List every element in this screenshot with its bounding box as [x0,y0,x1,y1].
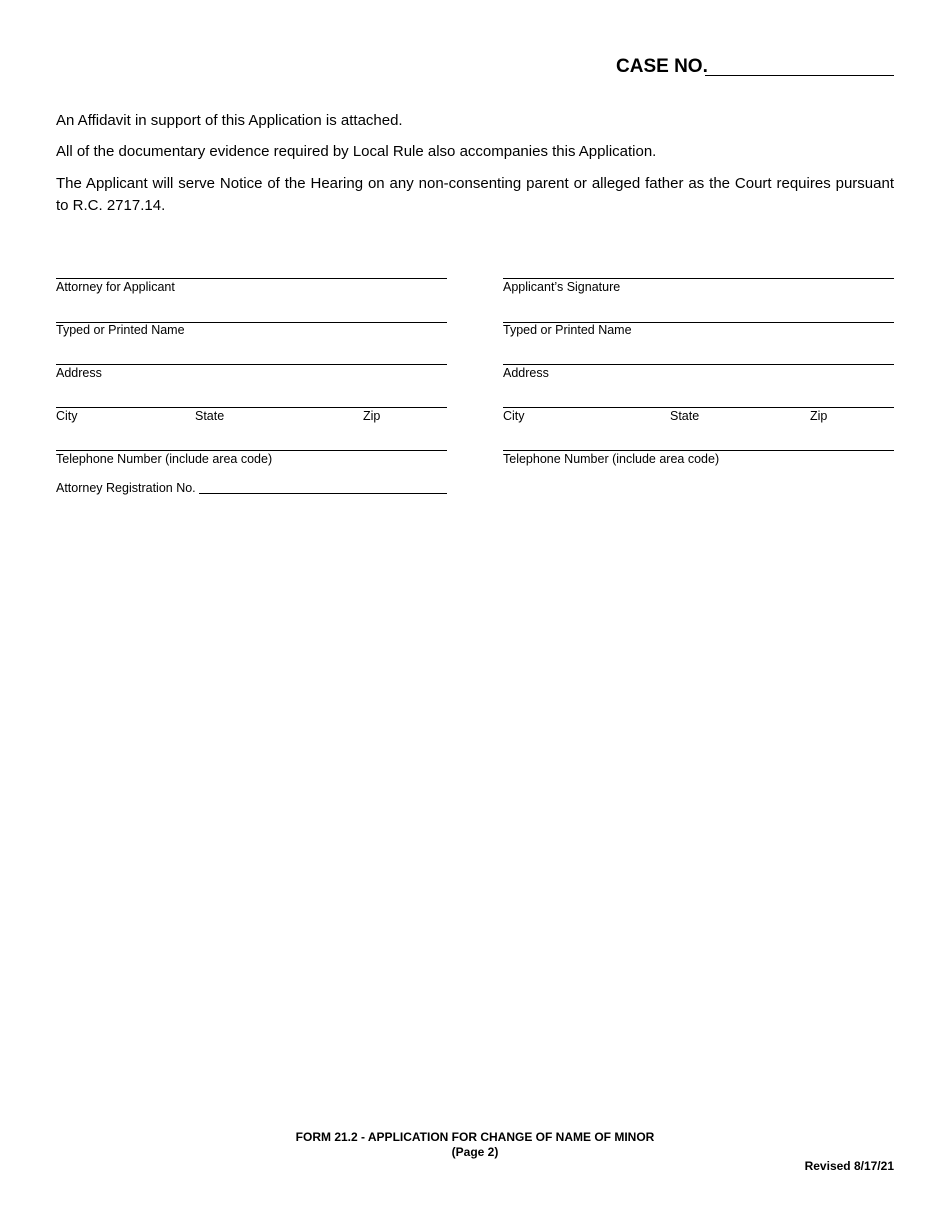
attorney-for-applicant-label: Attorney for Applicant [56,280,175,294]
applicant-printed-name-label: Typed or Printed Name [503,323,632,337]
attorney-address-label: Address [56,366,102,380]
applicant-signature-line[interactable] [503,278,894,279]
attorney-city-label: City [56,409,78,423]
applicant-zip-label: Zip [810,409,828,423]
attorney-telephone-line[interactable] [56,450,447,451]
attorney-registration-field[interactable] [199,493,447,494]
attorney-city-state-zip-line[interactable] [56,407,447,408]
applicant-signature-label: Applicant’s Signature [503,280,621,294]
page-number: (Page 2) [451,1145,499,1159]
applicant-telephone-label: Telephone Number (include area code) [503,452,720,466]
applicant-telephone-line[interactable] [503,450,894,451]
case-number-label: CASE NO. [616,56,708,77]
case-number-field[interactable] [705,75,894,76]
applicant-address-line[interactable] [503,364,894,365]
attorney-printed-name-label: Typed or Printed Name [56,323,185,337]
applicant-city-label: City [503,409,525,423]
form-title: FORM 21.2 - APPLICATION FOR CHANGE OF NAME OF MINOR [295,1130,655,1144]
attorney-address-line[interactable] [56,364,447,365]
attorney-zip-label: Zip [363,409,381,423]
applicant-city-state-zip-line[interactable] [503,407,894,408]
attorney-registration-label: Attorney Registration No. [56,481,196,495]
evidence-statement: All of the documentary evidence required by Local Rule also accompanies this Application. [56,143,657,160]
attorney-signature-line[interactable] [56,278,447,279]
notice-statement: The Applicant will serve Notice of the Hearing on any non-consenting parent or alleged father as the Court requires pursuant to R.C. 2717.14. [56,175,894,214]
applicant-address-label: Address [503,366,549,380]
applicant-state-label: State [670,409,700,423]
affidavit-statement: An Affidavit in support of this Application is attached. [56,112,403,129]
revision-date: Revised 8/17/21 [804,1159,894,1173]
attorney-telephone-label: Telephone Number (include area code) [56,452,273,466]
attorney-state-label: State [195,409,225,423]
